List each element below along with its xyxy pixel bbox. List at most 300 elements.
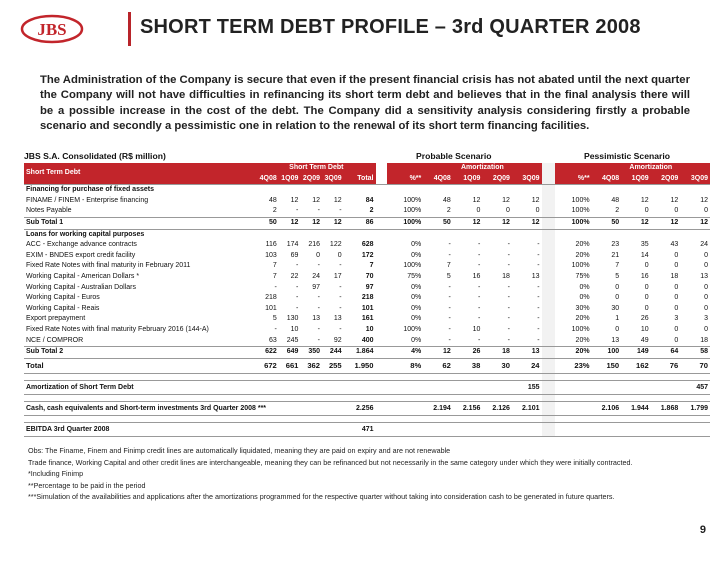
table-row [24, 240, 710, 251]
debt-value: 69 [290, 251, 299, 259]
debt-value: 0 [316, 251, 320, 259]
debt-value: 17 [333, 272, 342, 280]
table-header-row [24, 163, 710, 174]
debt-value: - [317, 325, 320, 333]
probable-value: 12 [512, 217, 542, 229]
pessimistic-value: 0 [644, 304, 649, 312]
spacer-cell [376, 293, 387, 304]
debt-value: 10 [290, 325, 299, 333]
pessimistic-value: 0% [579, 294, 590, 302]
pessimistic-value: 3 [674, 315, 679, 323]
probable-value: - [507, 336, 510, 344]
probable-value: 100% [403, 325, 422, 333]
pessimistic-value: 0 [674, 207, 679, 215]
pessimistic-value: 0 [704, 207, 708, 215]
cash-row [24, 401, 710, 415]
probable-value: - [507, 304, 510, 312]
pessimistic-value: 162 [621, 358, 651, 373]
debt-value: 7 [369, 262, 374, 270]
debt-value: - [296, 294, 299, 302]
short-term-debt-table [24, 163, 710, 437]
column-header: 1Q09 [453, 174, 483, 185]
gap-cell [542, 240, 556, 251]
pessimistic-amortization-total: 457 [555, 380, 710, 394]
blank-cell [555, 422, 710, 436]
spacer-row [24, 415, 710, 422]
pessimistic-value: 150 [592, 358, 622, 373]
debt-value: 1.950 [344, 358, 376, 373]
probable-value: - [478, 336, 481, 344]
debt-value: 12 [300, 217, 322, 229]
blank-cell [24, 373, 542, 380]
probable-value: 75% [407, 272, 422, 280]
gap-cell [542, 358, 556, 373]
row-label: Working Capital - American Dollars * [26, 272, 140, 280]
debt-value: - [296, 262, 299, 270]
debt-value: - [317, 336, 320, 344]
pessimistic-value: 50 [592, 217, 622, 229]
column-header: 4Q08 [257, 174, 279, 185]
probable-value: - [478, 315, 481, 323]
debt-value: - [339, 207, 342, 215]
probable-scenario-heading: Probable Scenario [416, 151, 492, 161]
blank-cell [24, 415, 542, 422]
probable-value: - [537, 283, 540, 291]
gap-cell [542, 415, 556, 422]
probable-value: 10 [472, 325, 481, 333]
section-headers [24, 149, 710, 163]
probable-value: - [478, 241, 481, 249]
column-header: 2Q09 [482, 174, 512, 185]
probable-value: 62 [423, 358, 453, 373]
probable-value: 12 [502, 196, 510, 204]
debt-value: - [339, 294, 342, 302]
pessimistic-value: 100% [571, 207, 590, 215]
pessimistic-value: 20% [575, 315, 590, 323]
row-label: Notes Payable [26, 207, 72, 215]
blank-cell [387, 401, 423, 415]
row-label: Fixed Rate Notes with final maturity February 2016 (144-A) [26, 325, 209, 333]
pessimistic-value: 70 [680, 358, 710, 373]
debt-value: - [339, 262, 342, 270]
gap-cell [542, 380, 556, 394]
probable-value: - [537, 262, 540, 270]
footnote: ***Simulation of the availabilities and applications after the amortizations programmed for the respective quarter without taking into consideration cash to be generated in future quarters. [28, 492, 615, 502]
gap-cell [542, 394, 556, 401]
debt-value: 103 [265, 251, 277, 259]
pessimistic-value: 18 [670, 272, 679, 280]
probable-value: 24 [512, 358, 542, 373]
debt-value: 1.864 [344, 347, 376, 359]
pessimistic-value: 75% [575, 272, 590, 280]
spacer-cell [376, 174, 387, 185]
probable-value: 5 [446, 272, 451, 280]
debt-value: - [317, 294, 320, 302]
column-header: 4Q08 [592, 174, 622, 185]
row-label: Cash, cash equivalents and Short-term investments 3rd Quarter 2008 *** [24, 401, 344, 415]
ebitda-row [24, 422, 710, 436]
probable-value: - [448, 315, 451, 323]
row-label: ACC - Exchange advance contracts [26, 241, 137, 249]
debt-value: 48 [268, 196, 277, 204]
debt-value: 216 [308, 241, 320, 249]
probable-value: 0% [411, 336, 422, 344]
pessimistic-value: 0 [644, 283, 649, 291]
blank-cell [24, 394, 542, 401]
probable-value: 12 [453, 217, 483, 229]
probable-value: - [478, 304, 481, 312]
table-row [24, 251, 710, 262]
spacer-cell [376, 347, 387, 359]
debt-value: 7 [272, 272, 277, 280]
probable-value: - [448, 283, 451, 291]
probable-cash: 2.194 [423, 401, 453, 415]
debt-value: 12 [290, 196, 299, 204]
pessimistic-value: 21 [611, 251, 620, 259]
probable-value: - [507, 315, 510, 323]
intro-paragraph: The Administration of the Company is secure that even if the present financial crisis has not abated until the next quarter the Company will not have difficulties in refinancing its short term debt and believes that in the final analysis there will be a possible increase in the cost of the debt. The Company did a sensitivity analysis considering firstly a probable scenario and secondly a pessimistic one in relation to the renewal of its short term financing facilities. [40, 74, 690, 133]
probable-value: 26 [453, 347, 483, 359]
spacer-row [24, 373, 710, 380]
probable-value: 18 [482, 347, 512, 359]
spacer-row [24, 394, 710, 401]
gap-cell [542, 373, 556, 380]
pessimistic-value: 58 [680, 347, 710, 359]
gap-cell [542, 304, 556, 315]
row-label: Working Capital - Euros [26, 294, 100, 302]
section-label: Loans for working capital purposes [24, 229, 542, 240]
probable-value: - [507, 294, 510, 302]
probable-value: 0% [411, 315, 422, 323]
probable-value: - [537, 325, 540, 333]
table-row [24, 261, 710, 272]
pessimistic-value: 20% [575, 251, 590, 259]
table-row [24, 283, 710, 294]
probable-value: - [507, 251, 510, 259]
probable-value: 38 [453, 358, 483, 373]
probable-value: 16 [472, 272, 481, 280]
debt-value: - [317, 207, 320, 215]
column-header: Total [344, 174, 376, 185]
spacer-cell [376, 272, 387, 283]
probable-value: 0% [411, 294, 422, 302]
pessimistic-value: 3 [704, 315, 708, 323]
probable-value: - [478, 262, 481, 270]
debt-value: 218 [361, 294, 374, 302]
pessimistic-value: 100% [571, 196, 590, 204]
row-label: NCE / COMPROR [26, 336, 84, 344]
debt-value: - [274, 283, 277, 291]
probable-value: 100% [387, 217, 423, 229]
column-header: 2Q09 [651, 174, 681, 185]
gap-cell [542, 347, 556, 359]
gap-cell [542, 206, 556, 217]
probable-value: 7 [446, 262, 451, 270]
probable-value: - [478, 251, 481, 259]
pessimistic-value: 0 [704, 262, 708, 270]
column-header: 4Q08 [423, 174, 453, 185]
probable-value: 13 [531, 272, 540, 280]
probable-cash: 2.101 [512, 401, 542, 415]
pessimistic-value: 64 [651, 347, 681, 359]
pessimistic-value: 0 [674, 251, 679, 259]
pessimistic-value: 0 [615, 294, 620, 302]
debt-value: 122 [329, 241, 342, 249]
logo-text: JBS [37, 20, 67, 39]
debt-value: 218 [265, 294, 277, 302]
pessimistic-value: 48 [611, 196, 620, 204]
gap-cell [542, 272, 556, 283]
debt-table-section [24, 149, 710, 437]
row-label: Amortization of Short Term Debt [24, 380, 387, 394]
probable-value: 12 [423, 347, 453, 359]
gap-cell [542, 196, 556, 207]
debt-value: 2 [272, 207, 277, 215]
pessimistic-value: 0 [644, 262, 649, 270]
pessimistic-value: 2 [615, 207, 620, 215]
debt-value: 161 [361, 315, 374, 323]
blank-cell [555, 415, 710, 422]
title-divider [128, 12, 131, 46]
probable-value: 0% [411, 251, 422, 259]
pessimistic-value: 14 [640, 251, 649, 259]
pessimistic-value: 12 [680, 217, 710, 229]
column-header: 1Q09 [621, 174, 651, 185]
pessimistic-scenario-heading: Pessimistic Scenario [584, 151, 670, 161]
debt-value: - [317, 262, 320, 270]
pessimistic-value: 13 [700, 272, 708, 280]
gap-cell [542, 401, 556, 415]
debt-value: 5 [272, 315, 277, 323]
probable-value: 12 [482, 217, 512, 229]
debt-value: 63 [268, 336, 277, 344]
probable-value: 0 [535, 207, 540, 215]
gap-cell [542, 336, 556, 347]
debt-value: 244 [322, 347, 344, 359]
company-heading: JBS S.A. Consolidated (R$ million) [24, 151, 166, 161]
debt-value: 13 [312, 315, 320, 323]
spacer-cell [376, 261, 387, 272]
pessimistic-value: 149 [621, 347, 651, 359]
debt-value: 97 [312, 283, 320, 291]
gap-cell [542, 174, 556, 185]
row-label: EXIM - BNDES export credit facility [26, 251, 136, 259]
table-row [24, 272, 710, 283]
row-label: Working Capital - Reais [26, 304, 100, 312]
probable-value: - [537, 251, 540, 259]
row-label: Sub Total 1 [24, 217, 257, 229]
debt-value: 400 [361, 336, 374, 344]
row-label-header: Short Term Debt [24, 163, 257, 185]
column-header: 3Q09 [680, 174, 710, 185]
column-header: 1Q09 [279, 174, 301, 185]
table-row [24, 358, 710, 373]
pessimistic-value: 24 [700, 241, 708, 249]
blank-cell [555, 373, 710, 380]
pessimistic-value: 0 [674, 336, 679, 344]
debt-value: - [296, 207, 299, 215]
pessimistic-value: 0 [674, 325, 679, 333]
spacer-cell [376, 358, 387, 373]
debt-value: 255 [322, 358, 344, 373]
footnote: Obs: The Finame, Finem and Finimp credit lines are automatically liquidated, meaning they are paid on expiry and are not renewable [28, 446, 451, 455]
probable-value: 100% [403, 262, 422, 270]
blank-cell [555, 185, 710, 196]
spacer-cell [376, 401, 387, 415]
column-header: 3Q09 [322, 174, 344, 185]
footnote: *Including Finimp [28, 469, 84, 479]
table-row [24, 336, 710, 347]
pessimistic-value: 10 [640, 325, 649, 333]
probable-value: - [537, 294, 540, 302]
pessimistic-value: 0 [704, 251, 708, 259]
debt-value: 101 [361, 304, 374, 312]
column-header: %** [387, 174, 423, 185]
pessimistic-value: 26 [640, 315, 649, 323]
debt-value: 2 [369, 207, 374, 215]
debt-value: 672 [257, 358, 279, 373]
probable-value: 0 [506, 207, 510, 215]
pessimistic-value: 12 [640, 196, 649, 204]
gap-cell [542, 314, 556, 325]
blank-cell [376, 422, 542, 436]
pessimistic-value: 13 [611, 336, 620, 344]
pessimistic-value: 49 [640, 336, 649, 344]
probable-value: - [448, 304, 451, 312]
probable-cash: 2.156 [453, 401, 483, 415]
pessimistic-value: 0 [644, 207, 649, 215]
probable-value: - [448, 251, 451, 259]
spacer-cell [376, 206, 387, 217]
pessimistic-value: 23% [555, 358, 591, 373]
debt-value: - [339, 325, 342, 333]
debt-value: 10 [365, 325, 374, 333]
spacer-cell [376, 314, 387, 325]
footnote: Trade finance, Working Capital and other credit lines are interchangeable, meaning they can be refinanced but not necessarily in the same category under which they were initially contracted. [28, 457, 633, 467]
debt-value: 97 [365, 283, 374, 291]
table-row [24, 325, 710, 336]
probable-value: 2 [446, 207, 451, 215]
spacer-cell [376, 240, 387, 251]
debt-value: 174 [286, 241, 299, 249]
pessimistic-value: 0 [704, 294, 708, 302]
debt-value: 50 [257, 217, 279, 229]
spacer-cell [376, 251, 387, 262]
pessimistic-value: 7 [615, 262, 620, 270]
table-row [24, 304, 710, 315]
debt-value: - [274, 325, 277, 333]
gap-cell [542, 283, 556, 294]
probable-value: - [537, 304, 540, 312]
blank-cell [555, 394, 710, 401]
pessimistic-value: 0% [579, 283, 590, 291]
spacer-cell [376, 325, 387, 336]
table-row [24, 314, 710, 325]
pessimistic-value: 12 [621, 217, 651, 229]
probable-value: - [537, 315, 540, 323]
pessimistic-value: 30% [575, 304, 590, 312]
probable-value: - [507, 325, 510, 333]
row-label: FINAME / FINEM - Enterprise financing [26, 196, 149, 204]
jbs-logo [10, 8, 120, 48]
table-row [24, 196, 710, 207]
pessimistic-value: 0 [674, 294, 679, 302]
pessimistic-cash: 1.944 [621, 401, 651, 415]
pessimistic-value: 12 [700, 196, 708, 204]
row-label: Total [24, 358, 257, 373]
pessimistic-value: 100 [592, 347, 622, 359]
pessimistic-value: 100% [571, 325, 590, 333]
pessimistic-value: 43 [670, 241, 679, 249]
pessimistic-value: 76 [651, 358, 681, 373]
pessimistic-value: 16 [640, 272, 649, 280]
probable-value: - [448, 325, 451, 333]
debt-value: 13 [333, 315, 342, 323]
short-term-debt-header: Short Term Debt [257, 163, 375, 174]
probable-value: 0% [411, 241, 422, 249]
row-label: Sub Total 2 [24, 347, 257, 359]
section-label: Financing for purchase of fixed assets [24, 185, 542, 196]
gap-cell [542, 229, 556, 240]
pessimistic-value: 20% [575, 336, 590, 344]
pessimistic-value: 20% [575, 241, 590, 249]
debt-value: 92 [333, 336, 342, 344]
gap-cell [542, 185, 556, 196]
pessimistic-value: 0 [704, 325, 708, 333]
spacer-cell [376, 217, 387, 229]
pess-blank-header [555, 163, 591, 174]
debt-value: 622 [257, 347, 279, 359]
probable-value: - [448, 294, 451, 302]
probable-value: 100% [403, 207, 422, 215]
probable-value: - [448, 241, 451, 249]
debt-value: - [339, 283, 342, 291]
table-row [24, 217, 710, 229]
gap-cell [542, 163, 556, 174]
blank-cell [555, 401, 591, 415]
debt-value: 661 [279, 358, 301, 373]
debt-value: 649 [279, 347, 301, 359]
debt-value: 0 [337, 251, 342, 259]
probable-value: 0 [476, 207, 481, 215]
gap-cell [542, 251, 556, 262]
probable-value: 12 [531, 196, 540, 204]
debt-value: 22 [290, 272, 299, 280]
probable-value: - [478, 283, 481, 291]
probable-value: 0% [411, 304, 422, 312]
probable-value: 12 [472, 196, 481, 204]
debt-value: 24 [312, 272, 320, 280]
pessimistic-value: 0 [674, 283, 679, 291]
probable-value: - [507, 262, 510, 270]
probable-value: 0% [411, 283, 422, 291]
column-header: 2Q09 [300, 174, 322, 185]
spacer-cell [376, 163, 387, 174]
prob-blank-header [387, 163, 423, 174]
column-header: %** [555, 174, 591, 185]
probable-value: 18 [502, 272, 510, 280]
pessimistic-value: 23 [611, 241, 620, 249]
probable-value: - [448, 336, 451, 344]
probable-value: 30 [482, 358, 512, 373]
pessimistic-value: 12 [670, 196, 679, 204]
debt-value: 130 [286, 315, 299, 323]
pessimistic-value: 12 [651, 217, 681, 229]
probable-value: 48 [443, 196, 451, 204]
spacer-cell [376, 304, 387, 315]
gap-cell [542, 261, 556, 272]
column-header: 3Q09 [512, 174, 542, 185]
